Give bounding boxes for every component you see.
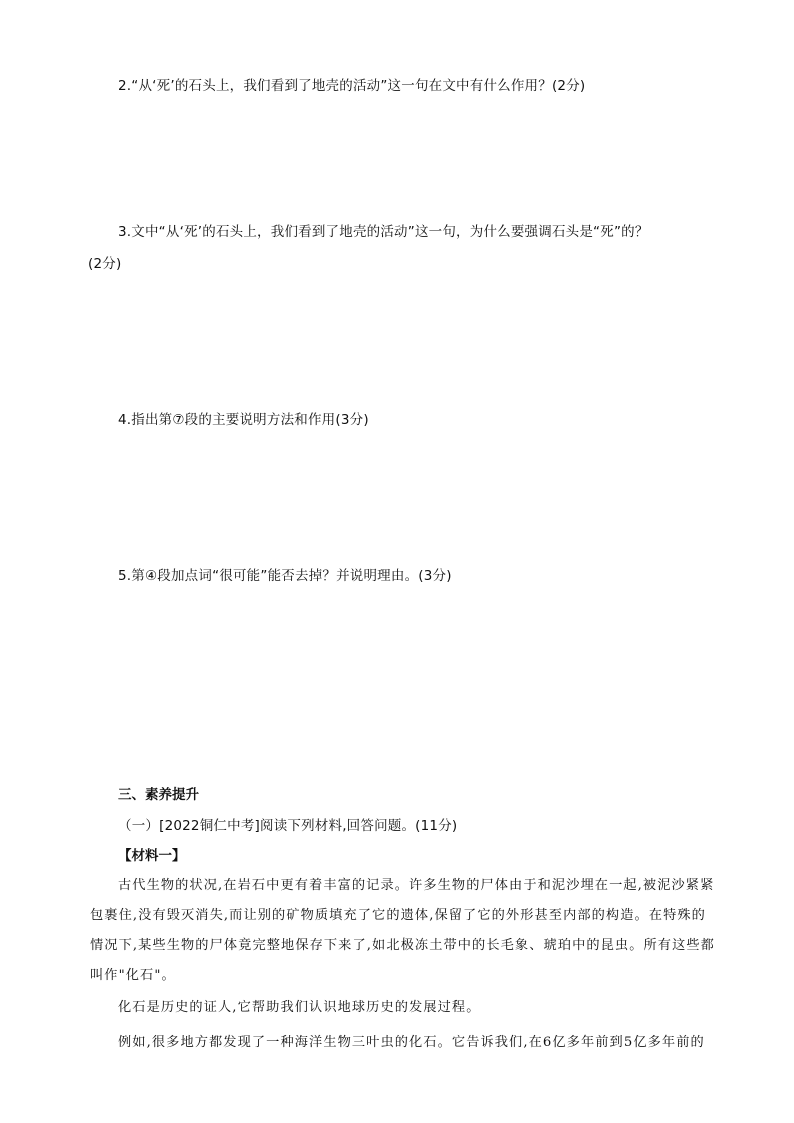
question-3-line-2: (2分) [88, 256, 122, 272]
material-line-3: 情况下,某些生物的尸体竟完整地保存下来了,如北极冻土带中的长毛象、琥珀中的昆虫。所有这些都 [90, 938, 715, 953]
question-3-line-1: 3.文中“从‘死’的石头上，我们看到了地壳的活动”这一句，为什么要强调石头是“死”的？ [118, 224, 649, 240]
answer-space-q3 [118, 280, 678, 400]
material-line-2: 包裹住,没有毁灭消失,而让别的矿物质填充了它的遗体,保留了它的外形甚至内部的构造。在特殊的 [90, 908, 706, 923]
question-2: 2.“从‘死’的石头上，我们看到了地壳的活动”这一句在文中有什么作用？(2分) [118, 78, 586, 94]
material-label: 【材料一】 [118, 848, 186, 864]
answer-space-q4 [118, 436, 678, 556]
section-subtitle: （一）[2022铜仁中考]阅读下列材料,回答问题。(11分) [118, 818, 458, 834]
material-line-4: 叫作"化石"。 [90, 968, 176, 983]
material-line-6: 例如,很多地方都发现了一种海洋生物三叶虫的化石。它告诉我们,在6亿多年前到5亿多年前的 [118, 1035, 705, 1050]
section-title: 三、素养提升 [118, 787, 199, 803]
question-4: 4.指出第⑦段的主要说明方法和作用(3分) [118, 412, 369, 428]
question-5: 5.第④段加点词“很可能”能否去掉？并说明理由。(3分) [118, 568, 452, 584]
answer-space-q5 [118, 592, 678, 772]
material-line-5: 化石是历史的证人,它帮助我们认识地球历史的发展过程。 [118, 1000, 481, 1015]
answer-space-q2 [118, 100, 678, 220]
material-line-1: 古代生物的状况,在岩石中更有着丰富的记录。许多生物的尸体由于和泥沙埋在一起,被泥沙紧紧 [118, 878, 715, 893]
